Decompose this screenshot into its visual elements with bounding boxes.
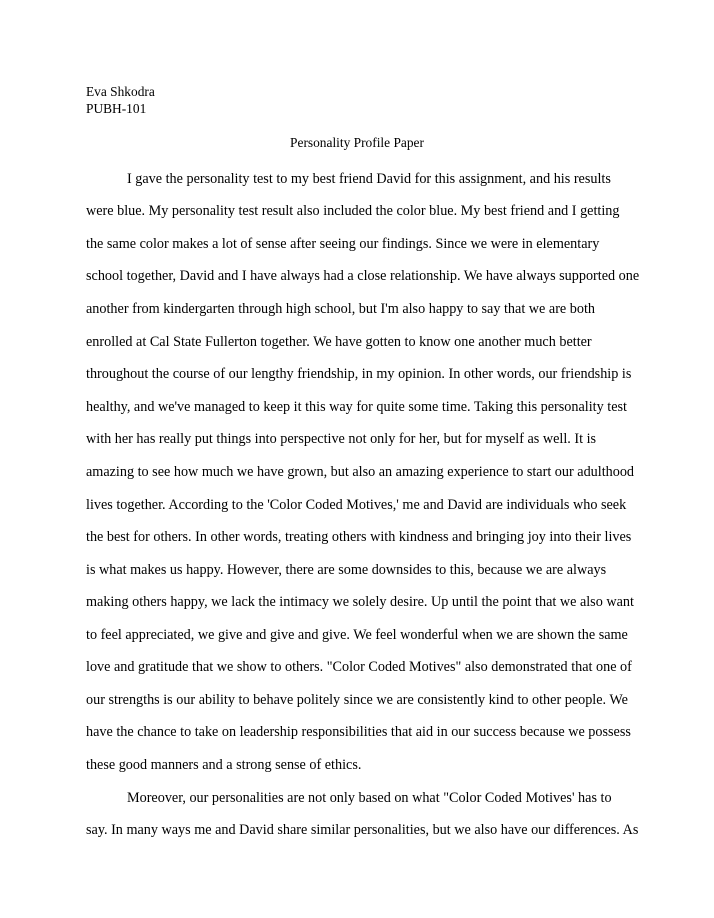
author-name: Eva Shkodra <box>86 84 155 99</box>
body-line: to feel appreciated, we give and give and give. We feel wonderful when we are shown the same <box>86 627 628 643</box>
body-line: making others happy, we lack the intimacy we solely desire. Up until the point that we also want <box>86 594 634 610</box>
body-line: lives together. According to the 'Color Coded Motives,' me and David are individuals who seek <box>86 497 627 513</box>
body-line: were blue. My personality test result also included the color blue. My best friend and I getting <box>86 203 620 219</box>
body-line: our strengths is our ability to behave politely since we are consistently kind to other people. We <box>86 692 628 708</box>
body-line: throughout the course of our lengthy friendship, in my opinion. In other words, our friendship is <box>86 366 632 382</box>
body-line: the best for others. In other words, treating others with kindness and bringing joy into their lives <box>86 529 632 545</box>
body-line: amazing to see how much we have grown, but also an amazing experience to start our adulthood <box>86 464 635 480</box>
body-line: love and gratitude that we show to others. "Color Coded Motives" also demonstrated that one of <box>86 659 632 675</box>
paper-title: Personality Profile Paper <box>290 135 424 150</box>
course-code: PUBH-101 <box>86 101 147 116</box>
body-line: the same color makes a lot of sense after seeing our findings. Since we were in elementary <box>86 236 600 252</box>
body-line: another from kindergarten through high school, but I'm also happy to say that we are both <box>86 301 595 317</box>
body-line: enrolled at Cal State Fullerton together. We have gotten to know one another much better <box>86 334 592 350</box>
body-line: school together, David and I have always had a close relationship. We have always supported one <box>86 268 640 284</box>
body-line: healthy, and we've managed to keep it this way for quite some time. Taking this personality test <box>86 399 627 415</box>
body-line: these good manners and a strong sense of ethics. <box>86 757 362 773</box>
header-block <box>86 83 155 117</box>
body-line: have the chance to take on leadership responsibilities that aid in our success because we possess <box>86 724 631 740</box>
body-line: I gave the personality test to my best friend David for this assignment, and his results <box>127 171 611 187</box>
body-line: with her has really put things into perspective not only for her, but for myself as well. It is <box>86 431 597 447</box>
body-line: is what makes us happy. However, there are some downsides to this, because we are always <box>86 562 607 578</box>
body-line: say. In many ways me and David share similar personalities, but we also have our differences. As <box>86 822 639 838</box>
body-line: Moreover, our personalities are not only based on what "Color Coded Motives' has to <box>127 790 612 806</box>
